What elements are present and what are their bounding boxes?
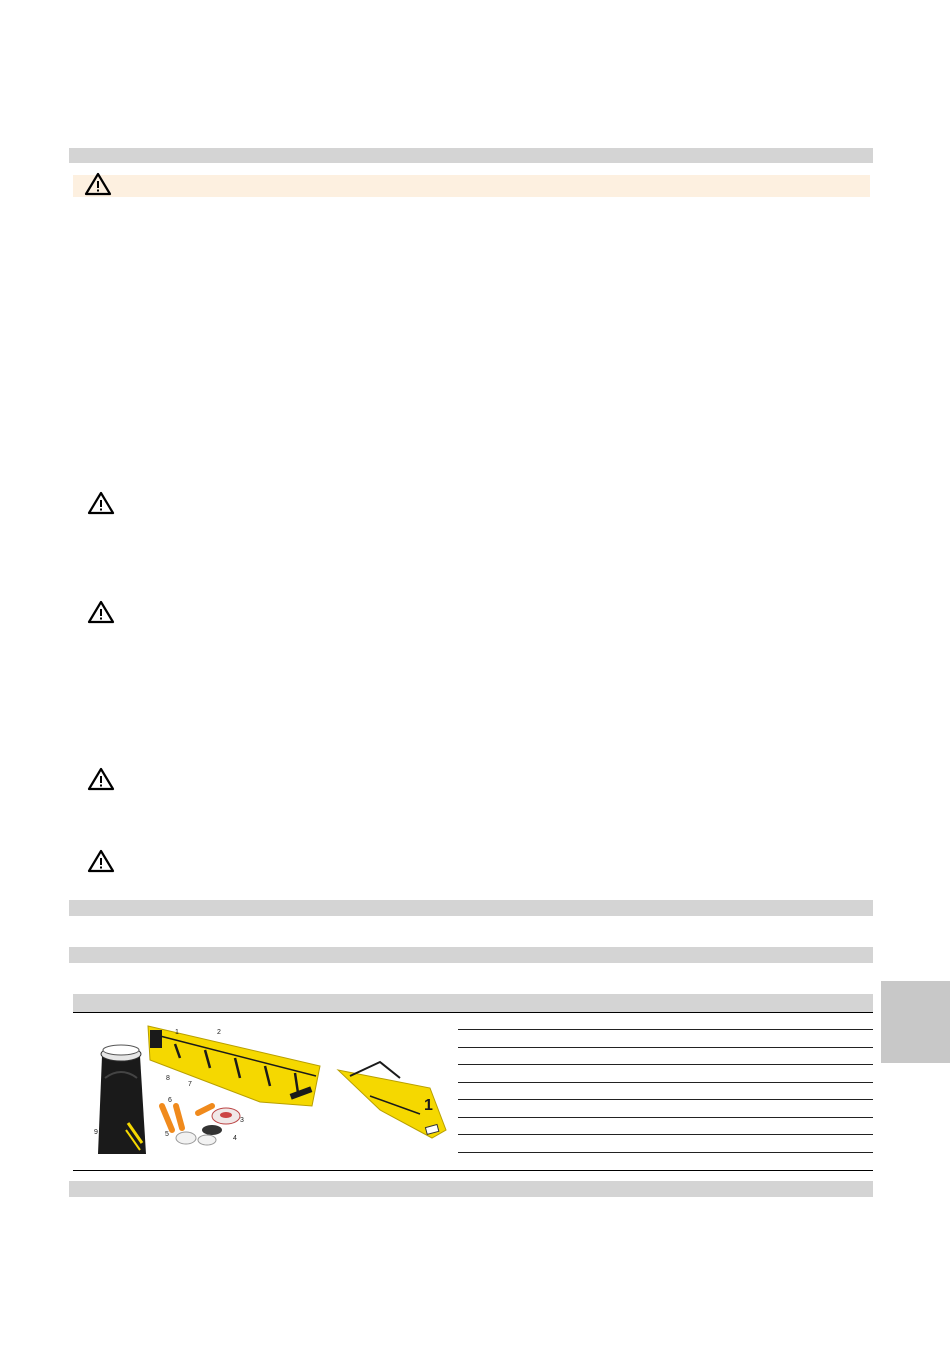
warning-triangle-icon	[87, 767, 115, 791]
callout-label: 9	[94, 1129, 98, 1136]
table-row	[458, 1029, 873, 1030]
stretcher-flat-image	[148, 1026, 320, 1106]
callout-label: 6	[168, 1097, 172, 1104]
section-header-bar-4	[69, 1181, 873, 1197]
chapter-side-tab	[881, 981, 950, 1063]
callout-label: 8	[166, 1075, 170, 1082]
warning-triangle-icon	[87, 491, 115, 515]
stretcher-kit-illustration	[80, 1018, 450, 1166]
table-header-bar	[73, 994, 873, 1012]
table-row	[458, 1099, 873, 1100]
callout-label: 3	[240, 1117, 244, 1124]
table-row	[458, 1047, 873, 1048]
section-header-bar-1	[69, 148, 873, 163]
carry-bag-image	[98, 1045, 146, 1154]
callout-label: 7	[188, 1081, 192, 1088]
table-row	[458, 1064, 873, 1065]
table-bottom-rule	[73, 1170, 873, 1171]
warning-banner	[73, 175, 870, 197]
callout-label: 1	[175, 1029, 179, 1036]
table-row	[458, 1134, 873, 1135]
table-row	[458, 1117, 873, 1118]
stretcher-rolled-image	[338, 1062, 446, 1138]
table-top-rule	[73, 1012, 873, 1013]
accessories-image	[162, 1106, 240, 1145]
table-row	[458, 1082, 873, 1083]
table-row	[458, 1152, 873, 1153]
callout-label: 2	[217, 1029, 221, 1036]
warning-triangle-icon	[87, 600, 115, 624]
warning-triangle-icon	[84, 172, 112, 196]
section-header-bar-3	[69, 947, 873, 963]
callout-label: 4	[233, 1135, 237, 1142]
warning-triangle-icon	[87, 849, 115, 873]
section-header-bar-2	[69, 900, 873, 916]
callout-label: 5	[165, 1131, 169, 1138]
stretcher-number: 1	[424, 1097, 433, 1114]
